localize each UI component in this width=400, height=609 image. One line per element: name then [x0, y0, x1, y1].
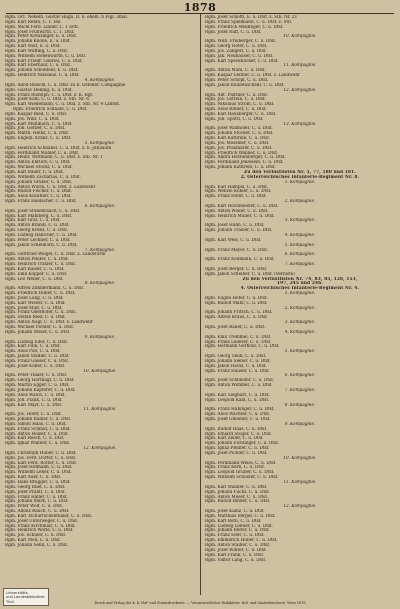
list-entry: Rgm. Kaspar Ried, C. u. Dtsf.	[5, 111, 68, 116]
list-entry: Rgm. Ludwig Habicher, C. u. Dtsf.	[5, 232, 78, 237]
list-entry: Rgm. Leopold Kain, C. u. Dtsf.	[205, 397, 270, 402]
list-entry: Rgm. Karl Wüffing, C. u. Dtsf.	[5, 48, 68, 53]
list-entry: Rgm. Emil Kopper, C. u. Dtsf.	[5, 271, 68, 276]
company-heading: 12. Kompagnie.	[283, 504, 317, 509]
list-entry: Rgm. Rudolf Haas, C. u. Dtsf.	[205, 426, 268, 431]
list-entry: Rgm. Alois Rinner, C. u. Dtsf.	[205, 107, 267, 112]
company-heading: 4. Kompagnie.	[284, 329, 316, 334]
list-entry: Rgm. Johann Reiter, C. u. Dtsf.	[205, 528, 270, 533]
list-entry: Rgm. Josef Mair, C. u. Dtsf.	[5, 305, 63, 310]
list-entry: Rgm. Karl Sieghart, C. u. Dtsf.	[205, 392, 270, 397]
list-entry: Rgm. Franz Schmid, C. u. Dtsf.	[5, 426, 71, 431]
list-entry: Rgm. Anton Woller, C. u. Dtsf.	[205, 208, 269, 213]
list-entry: Rgm. Josef Unterweger, C. u. Dtsf.	[5, 518, 78, 523]
list-entry: Rgm. Joh. Spöttl, C. u. Dtsf.	[205, 116, 264, 121]
company-heading: 11. Kompagnie.	[83, 407, 117, 412]
list-entry: Rgm. Josef Kainz, C. u. Dtsf.	[205, 509, 265, 514]
list-entry: Rgm. Anton Wurm, C. u. Dtsf. z. Landwehr	[5, 184, 96, 189]
list-entry: Rgm. Karl Bauer, C. u. Dtsf.	[5, 170, 64, 174]
list-entry: Rgm. Jos. Zangerl, C. u. Dtsf.	[205, 48, 267, 53]
company-heading: 3. Kompagnie.	[284, 320, 316, 325]
company-heading: 10. Kompagnie.	[283, 34, 317, 39]
list-entry: Rgm. Josef Hofmann, C. u. Dtsf.	[5, 465, 73, 470]
list-entry: Rgm. Heinrich Müller, C. u. Dtsf.	[205, 213, 275, 218]
list-entry: Rgm. Karl Wallner, C. u. Dtsf.	[205, 484, 268, 489]
list-entry: Rgm. Hans Brugger, C. u. Dtsf.	[5, 480, 71, 484]
list-entry: Rgm. Alois Walch, C. u. Dtsf.	[5, 392, 66, 397]
list-entry: Rgm. Karl Resch, C. u. Dtsf.	[5, 436, 65, 441]
list-entry: Rgm. Jos. Wild, C. u. Dtsf.	[5, 116, 60, 121]
list-entry: Rgm. Joh. Gerber, C. u. Dtsf.	[5, 126, 66, 131]
list-entry: Rgm. Franz Rudolph, C. u. Dtsf. z. K. Rgt.	[5, 92, 94, 97]
list-entry: Rgm. Rudolf Fischer, C. u. Dtsf.	[5, 189, 72, 194]
company-heading: 7. Kompagnie.	[284, 387, 316, 392]
list-entry: Rgm. Karl Rehm, C. 1. Bsl.	[5, 19, 62, 24]
company-heading: 6. Kompagnie.	[84, 203, 116, 208]
list-entry: Rgm. Alois Krautner, C. u. Dtsf.	[5, 194, 72, 199]
list-entry: Rgm. Anton Nagl, C. u. Dtsf. z. Landwehr	[5, 320, 93, 325]
company-heading: 11. Kompagnie.	[283, 480, 317, 484]
list-entry: Rgm. Simon Haas, C. u. Dtsf.	[5, 421, 67, 426]
column-divider	[200, 14, 201, 595]
list-entry: Rgm. Friedrich Wanner, C. u. Dtsf.	[205, 150, 279, 155]
list-entry: Rgm. Karl Wiedemann, C. u. Dtsf. z. Stb. Nr. 4 Landst.	[5, 102, 121, 107]
list-entry: Rgm. Johann Kathrein, C. u. Dtsf.	[205, 165, 276, 170]
list-entry: Rgm. Adolf Reischl, C. u. Dtsf. zu b. Ostenbr. Compagnie	[5, 82, 126, 87]
list-entry: Rgm. Eugen Hofer, C. u. Dtsf.	[205, 295, 268, 300]
list-entry: Rgm. Friedrich Weidinger, C. u. Dtsf.	[205, 24, 284, 29]
list-entry: Rgm. Nikolaus Strobl, C. u. Dtsf.	[205, 102, 275, 107]
list-entry: Rgm. Ignaz Wallner, C. u. Dtsf.	[5, 441, 71, 446]
list-entry: Rgm. Karl Zeller, C. u. Dtsf.	[205, 436, 264, 441]
list-entry: Rgm. Johann Moser, C. u. Dtsf.	[5, 329, 71, 334]
company-heading: 1. Kompagnie.	[284, 291, 316, 296]
list-entry: Rgm. Kaspar Leitner, C. u. Dtsf. z. Landwehr	[205, 73, 301, 78]
list-entry: Rgm. Wenzel Kohler, C. u. Dtsf.	[205, 189, 272, 194]
section-heading: 2. Österreichisches Infanterie-Regiment Nr. 8.	[240, 174, 360, 179]
list-entry: Rgm. Karl Graf, C. u. Dtsf.	[5, 218, 61, 223]
list-entry: Rgm. Jos. Ferd. Dorfer, C. u. Dtsf.	[5, 455, 77, 460]
list-entry: Rgm. Johann Schönfeld, E. u. Dtsf.	[5, 68, 79, 73]
company-heading: 2. Kompagnie.	[284, 305, 316, 310]
list-entry: Rgm. Alois Wachter, C. u. Dtsf.	[205, 412, 271, 417]
list-entry: Rgm. Georg Ruef, C. u. Dtsf.	[5, 484, 66, 489]
page-footer: Druck und Verlag der k. k. Hof- und Staatsdruckerei. — Verantwortlicher Redakteur: Hof- und Staatsdruckerei. Wien 1878	[94, 601, 306, 605]
list-entry: Rgm. Peter Wolf, C. u. Dtsf.	[5, 504, 64, 509]
list-entry: Rgm. Karl Mayr, C. u. Dtsf.	[5, 402, 63, 407]
list-entry: Rgm. Ignaz Pfeiffer, C. u. Dtsf.	[205, 446, 270, 451]
section-heading: Zu den Verlustlisten Nr. 5, 77, 180 und 181.	[244, 170, 356, 174]
company-heading: 6. Kompagnie.	[284, 373, 316, 378]
section-heading: 197, 245 und 246.	[277, 281, 323, 286]
list-entry: Rgm. Rudolf Binder, C. u. Dtsf.	[205, 499, 271, 504]
list-entry: Rgm. Christoph Huber, C. u. Dtsf.	[5, 450, 77, 455]
list-entry: Rgm. Leopold Gruber, C. u. Dtsf.	[205, 470, 275, 475]
company-heading: 10. Kompagnie.	[283, 455, 317, 460]
stamp-line-2: und Landesbibliothek	[6, 595, 45, 600]
section-heading: Zu den Verlustlisten Nr. 74, 83, 85, 128, 153,	[242, 276, 358, 281]
list-entry: Rgm. Franz Hauser, C. u. Dtsf.	[205, 368, 270, 373]
list-entry: Rgm. Georg Seidl, C. u. Dtsf.	[205, 354, 267, 359]
list-entry: Rgm. Johann Mark, C. u. Dtsf.	[5, 499, 69, 504]
list-entry: Rgm. Heinr. Wittmann, C. u. Dtsf. z. Stb. Nr. 1	[5, 155, 103, 160]
list-entry: Rgm. Karl Friedr. Gabriel, C. u. Dtsf.	[5, 58, 83, 63]
list-entry: Rgm. Matthias Berger, C. u. Dtsf.	[205, 513, 276, 518]
list-entry: Rgm. Franz Mayer, C. u. Dtsf.	[205, 247, 268, 252]
library-stamp	[3, 588, 49, 606]
list-entry: Rgm. Karl Hochmeister, C. u. Dtsf.	[205, 203, 279, 208]
list-entry: Rgm. Franz Eder, C. u. Dtsf.	[205, 533, 265, 538]
list-entry: Rgm. Ferdinand Weiss, C. u. Dtsf.	[205, 460, 277, 465]
list-entry: Rgm. Peter Schöpf, C. u. Dtsf.	[205, 77, 269, 82]
company-heading: 9. Kompagnie.	[284, 421, 316, 426]
list-entry: Rgm. Josef Winter, C. u. Dtsf.	[205, 547, 267, 552]
list-entry: Rgm. Heinrich Traxler, C. u. Dtsf.	[5, 262, 77, 267]
page-year: 1878	[183, 1, 217, 14]
list-entry: Rgm. Heinrich Schnabel, C. u. Dtsf. z. b. Jubiläum	[5, 145, 112, 150]
company-heading: 4. Kompagnie.	[284, 232, 316, 237]
company-heading: 2. Kompagnie.	[284, 199, 316, 204]
company-heading: 8. Kompagnie.	[84, 281, 116, 286]
list-entry: Rgm. Josef Wallnöfer, C. u. Dtsf.	[205, 126, 273, 131]
list-entry: Rgm. Rudolf Mahr, C. u. Dtsf.	[205, 300, 268, 305]
list-entry: Rgm. Alfred Kraus, C. u. Dtsf.	[205, 315, 269, 320]
list-entry: Rgm. Anton Ehrlich, C. u. Dtsf.	[5, 160, 71, 165]
list-entry: Rgm. Michl Ferd. Linder, C. 1 Dcfl.	[5, 24, 80, 29]
list-entry: Rgm. Karl Hausberger, C. u. Dtsf.	[205, 111, 277, 116]
company-heading: 4. Kompagnie.	[84, 77, 116, 82]
list-entry: Rgm. Josef Hahn, C. u. Dtsf.	[205, 223, 265, 228]
company-heading: 7. Kompagnie.	[284, 262, 316, 267]
list-entry: Rgm. Gottfried Weigel, C. u. Dtsf. z. Landsturm	[5, 252, 106, 257]
list-entry: Rgm. Alfred Zimmermann, C. u. Dtsf.	[5, 286, 85, 291]
list-entry: Rgm. Emil Tremmel, C. u. Dtsf.	[205, 334, 272, 339]
list-entry: Rgm. Karl Frank, C. u. Dtsf.	[205, 552, 265, 557]
company-heading: 5. Kompagnie.	[284, 242, 316, 247]
list-entry: Rgm. Alois Pöll, C. u. Dtsf.	[5, 349, 61, 354]
list-entry: Rgm. Alfons Rauch, C. u. Dtsf.	[5, 509, 70, 514]
list-entry: Rgm. Karl Speckbacher, C. u. Dtsf.	[205, 58, 279, 63]
list-entry: Rgm. Anton Brandl, C. u. Dtsf.	[5, 223, 70, 228]
list-entry: Rgm. Peter Lechner, C. u. Dtsf.	[5, 237, 71, 242]
list-entry: Rgm. Ludwig Eder, C. u. Dtsf.	[5, 339, 68, 344]
list-entry: Rgm. Jakob Scheiber, C. u. Dtsf. (Verluste)	[205, 271, 295, 276]
list-entry: Rgm. Georg Hofer, C. u. Dtsf.	[205, 44, 268, 49]
list-entry: Rgm. Karl Auer, C. u. Dtsf.	[5, 475, 62, 480]
list-entry: Rgm. Karl Kathrein, C. u. Dtsf.	[205, 136, 270, 141]
list-entry: Rgm. Johann Kapferer, C. u. Dtsf.	[5, 387, 76, 392]
list-entry: Rgm. Michael Pichler, C. u. Dtsf.	[5, 325, 74, 329]
company-heading: 6. Kompagnie.	[284, 252, 316, 257]
list-entry: Rgm. Johann Rainer, C. u. Dtsf.	[5, 417, 72, 422]
list-entry: Rgm. Karl Eberhauf, C. u. Dtsf.	[5, 63, 71, 68]
list-entry: Rgm. Wilhelm Zacharias, C. u. Dtsf.	[5, 174, 81, 179]
list-entry: Rgm. Eduard Stöger, C. u. Dtsf.	[205, 431, 272, 436]
list-entry: Rgm. Peter Kreuzinger, E. u. Dtsf.	[5, 34, 77, 39]
list-entry: Rgm. Franz Haidacher, C. u. Dtsf.	[5, 199, 77, 204]
list-entry: Rgm. Franz Lederer, C. u. Dtsf.	[205, 339, 272, 344]
stamp-line-3: Tirol	[6, 599, 14, 604]
list-entry: Rgm. Karl Mahlberg, C. u. Dtsf.	[5, 213, 73, 218]
list-entry: Rgm. Josef Lang, C. u. Dtsf.	[5, 295, 64, 300]
list-entry: Rgm. Ferdinand Mahler, C. u. Dtsf.	[5, 150, 80, 155]
company-heading: 3. Kompagnie.	[284, 218, 316, 223]
list-entry: Rgm. Wilh. Freiberger, C. u. Dtsf.	[205, 39, 276, 44]
company-heading: 13. Kompagnie.	[283, 121, 317, 126]
list-entry: Rgm. Heinrich Nikolaus, C. u. Dtsf.	[5, 73, 80, 78]
list-entry: Rgm. Johann Gruber, C. u. Dtsf.	[5, 179, 72, 184]
list-entry: Rgm. Peter Thaler, C. u. Dtsf.	[5, 373, 68, 378]
company-heading: 12. Kompagnie.	[83, 446, 117, 451]
list-entry: Rgm. Karl Ferd. Rotter, C. u. Dtsf.	[5, 460, 77, 465]
company-heading: 9. Kompagnie.	[84, 334, 116, 339]
list-entry: Rgm. Michael Stöckl, C. u. Dtsf.	[5, 165, 73, 170]
list-entry: Rgm. Ferdinand Jenewein, C. u. Dtsf.	[205, 160, 284, 165]
right-column	[205, 15, 395, 597]
list-entry: Rgm. Karl Fink, C. u. Dtsf.	[5, 344, 61, 349]
list-entry: Rgm. Josef Frühwirth, C. 1. Dtsf.	[5, 29, 75, 34]
list-entry: Rgm. Jakob Kluibenschädl, C. u. Dtsf.	[205, 82, 285, 87]
list-entry: Rgm. Jos. Gstrein, C. u. Dtsf.	[205, 97, 266, 102]
list-entry: Rgm. Viktor Lang, C. u. Dtsf.	[205, 557, 267, 562]
list-entry: Rgm. Josef Schöttl, E. u. Dtsf. z. Stb. Nr. 21	[205, 15, 298, 19]
list-entry: Rgm. Franz Kern, C. u. Dtsf.	[205, 465, 265, 470]
list-entry: Rgm. Hermann Gerhold, C. u. Dtsf.	[205, 344, 280, 349]
company-heading: 5. Kompagnie.	[284, 349, 316, 354]
list-entry: Rgm. Josef Bauer, C. u. Dtsf.	[205, 325, 266, 329]
company-heading: 10. Kompagnie.	[83, 368, 117, 373]
list-entry: Rgm. Jos. Hofer, C. u. Dtsf.	[5, 412, 62, 417]
section-heading: 4. Österreichisches Infanterie-Regiment Nr. 4.	[240, 286, 360, 291]
list-entry: Rgm. Franz Kirchmair, C. u. Dtsf.	[5, 523, 76, 528]
list-entry: Rgm. Anton Wimmer, C. u. Dtsf.	[205, 383, 273, 388]
list-entry: Rgm. Karl Roth, C. u. Dtsf.	[205, 518, 262, 523]
list-entry: Rgm. Andrä Hechenberger, C. u. Dtsf.	[205, 155, 286, 160]
company-heading: 8. Kompagnie.	[284, 402, 316, 407]
list-entry: Rgm. Anton Moser, C. u. Dtsf.	[205, 494, 269, 499]
list-entry: Rgm. Franz Haller, C. u. Dtsf.	[5, 494, 68, 499]
list-entry: Rgm. Georg Hörtnagl, C. u. Dtsf.	[5, 378, 75, 383]
list-entry: Rgm. Anton Pfeifer, C. u. Dtsf.	[5, 257, 69, 262]
list-entry: Rgm. Franz Kollmann, C. u. Dtsf.	[205, 257, 275, 262]
list-entry: Rgm. Heinrich Wörle, C. u. Dtsf.	[5, 528, 74, 533]
list-entry: Rgm. Ant. Plattner, C. u. Dtsf.	[205, 92, 268, 97]
list-entry: Rgm. Ludwig Lehner, C. u. Dtsf.	[205, 523, 273, 528]
list-entry: Rgm. Johann Fritsch, C. u. Dtsf.	[205, 310, 273, 315]
list-entry: Rgm. Jos. Praxmarer, C. u. Dtsf.	[205, 145, 273, 150]
list-entry: Rgm. Josef Kofler, C. u. Dtsf.	[5, 363, 66, 368]
list-entry: Rgm. Stefan Ried, C. u. Dtsf.	[5, 315, 66, 320]
list-entry: Rgm. Gustav Helling, E. u. Dtsf.	[5, 87, 73, 92]
list-entry: Rgm. Wilhelm Hohenwarth, C. u. Dcfl.	[5, 53, 87, 58]
list-entry: Rgm. Karl Kaiser, C. u. Dtsf.	[5, 266, 65, 271]
list-entry: Rgm. Matth. Heinz, C. u. Dtsf.	[5, 131, 70, 136]
list-entry: Rgm. Engelb. Kranz, C. u. Dtsf.	[5, 136, 72, 141]
list-entry: Rgm. Josef Ruff, C. u. Dtsf.	[205, 29, 262, 34]
list-entry: Rgm. Johann Knolle, E. u. Dtsf.	[5, 39, 71, 44]
list-entry: Rgm. Josef Stubenrauch, C. u. Dtsf.	[5, 208, 81, 213]
list-entry: Rgm. Oct. Nebelh, Gustav Hugo, D. 6. ehem. 6 Flgl. 3mal.	[5, 15, 129, 19]
list-entry: Rgm. Johann Fichtinger, C. u. Dtsf.	[205, 441, 279, 446]
list-entry: Rgm. Franz Hofer, C. u. Dtsf.	[205, 194, 267, 199]
list-entry: Rgm. Jos. Mössmer, C. u. Dtsf.	[205, 140, 270, 145]
list-entry: Rgm. Franz Gasser, C. u. Dtsf.	[5, 358, 69, 363]
list-entry: Rgm. Josef Prantl, C. u. Dtsf.	[5, 489, 66, 494]
list-entry: Rgm. Leo Weber, C. u. Dtsf.	[5, 276, 64, 281]
list-entry: Rgm. Friedrich Huber, C. u. Dtsf.	[5, 291, 76, 296]
list-entry: Rgm. Josef Pichler, C. u. Dtsf.	[205, 450, 268, 455]
list-entry: Rgm. Josef Gmeiner, C. u. Dtsf.	[205, 417, 271, 422]
list-entry: Rgm. Georg Krebs, C. u. Dtsf.	[5, 228, 68, 233]
list-entry: Rgm. Karl Weis, C. u. Dtsf.	[205, 237, 262, 242]
list-entry: Rgm. Anton Holzer, C. u. Dtsf.	[5, 431, 69, 436]
list-entry: Rgm. Jakob Schellhorn, C. u. Dtsf.	[5, 242, 78, 247]
list-entry: Rgm. Franz Spielmann, C. u. Dtsf. z. Stb.	[205, 19, 293, 24]
list-entry: Rgm. Josef Kolb, C. u. Dtsf. z. Stb. Nr. 6	[5, 97, 90, 102]
company-heading: 5. Kompagnie.	[84, 140, 116, 145]
list-entry: Rgm. Johann Stocker, C. u. Dtsf.	[205, 131, 274, 136]
list-entry: Rgm. Jakob Hackl, C. u. Dtsf.	[205, 363, 267, 368]
list-entry: Rgm. Franz Hubinger, C. u. Dtsf.	[205, 407, 275, 412]
list-entry: Rgm. Friedrich Schnabl, C. u. Dtsf.	[13, 107, 88, 112]
list-entry: Rgm. Emmerich Huber, C. u. Dtsf.	[205, 538, 278, 543]
list-entry: Rgm. Karl Mühlbach, C. u. Dtsf.	[5, 121, 73, 126]
list-entry: Rgm. Karl Hampel, C. u. Dtsf.	[205, 184, 269, 189]
list-entry: Rgm. Jakob Stadler, C. u. Dtsf.	[5, 354, 70, 359]
list-entry: Rgm. Jak. Neuhauser, C. u. Dtsf.	[205, 53, 274, 58]
list-entry: Rgm. Jos. Schuler, C. u. Dtsf.	[5, 533, 67, 538]
list-entry: Rgm. Joh. Plank, C. u. Dtsf.	[5, 397, 63, 402]
list-entry: Rgm. Wilhelm Lener, C. u. Dtsf.	[5, 470, 72, 475]
list-entry: Rgm. Karl Wolf, E. u. Dtsf.	[5, 44, 61, 49]
list-entry: Rgm. Josef Berger, C. u. Dtsf.	[205, 266, 268, 271]
list-entry: Rgm. Martin Egger, C. u. Dtsf.	[5, 383, 70, 388]
list-entry: Rgm. Johann Traxler, C. u. Dtsf.	[205, 228, 273, 233]
list-entry: Rgm. Karl Tschurtschenthaler, C. u. Dtsf.	[5, 513, 93, 518]
company-heading: 12. Kompagnie.	[283, 87, 317, 92]
list-entry: Rgm. Josef Schneider, C. u. Dtsf.	[205, 378, 274, 383]
list-entry: Rgm. Karl Wieser, C. u. Dtsf.	[5, 300, 66, 305]
list-entry: Rgm. Johann Senn, C. u. Dtsf.	[5, 542, 68, 547]
list-entry: Rgm. Johann Sieber, C. u. Dtsf.	[205, 358, 271, 363]
list-entry: Rgm. Wilhelm Schuster, C. u. Dtsf.	[205, 475, 279, 480]
company-heading: 7. Kompagnie.	[84, 247, 116, 252]
company-heading: 11. Kompagnie.	[283, 63, 317, 68]
list-entry: Rgm. Franz Oberhofer, C. u. Dtsf.	[5, 310, 77, 315]
list-entry: Rgm. Johann Fuchs, C. u. Dtsf.	[205, 489, 271, 494]
list-entry: Rgm. Anton Stadler, C. u. Dtsf.	[205, 542, 271, 547]
stamp-line-1: Universitäts-	[6, 591, 29, 595]
list-entry: Rgm. Anton Mahl, C. u. Dtsf.	[205, 68, 266, 73]
list-entry: Rgm. Karl Moll, C. u. Dtsf.	[5, 538, 61, 543]
company-heading: 1. Kompagnie.	[284, 179, 316, 184]
